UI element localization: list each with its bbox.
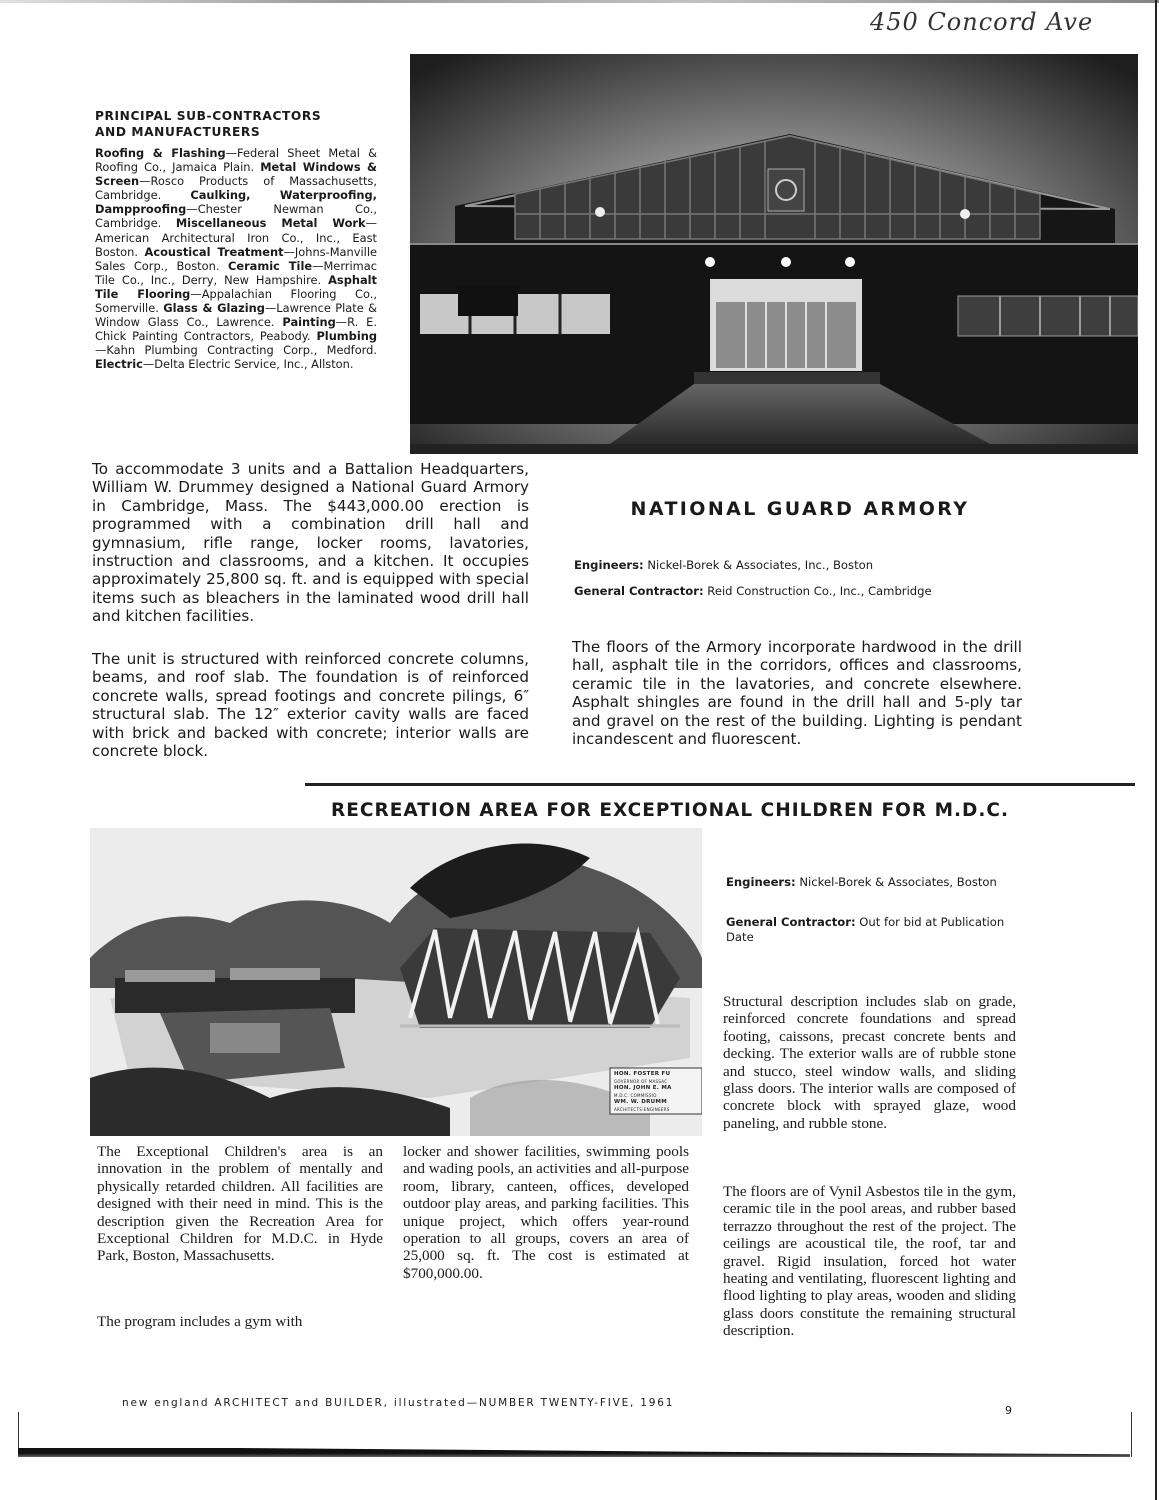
sub-contractors-block [95,108,377,372]
armory-paragraph-1: To accommodate 3 units and a Battalion Headquarters, William W. Drummey designed a National Guard Armory in Cambridge, Mass. The $443,000.00 erection is programmed with a combination drill hall and gymnasium, rifle range, locker rooms, lavatories, instruction and classrooms, and a kitchen. It occupies approximately 25,800 sq. ft. and is equipped with special items such as bleachers in the laminated wood drill hall and kitchen facilities. [92,460,529,626]
sub-contractor-entry: Acoustical Treatment—Johns-Manville Sales Corp., Boston. [95,244,377,273]
scan-top-edge [0,0,1159,3]
recreation-contractor-credit: General Contractor: Out for bid at Publication Date [726,915,1005,944]
armory-engineers-credit: Engineers: Nickel-Borek & Associates, Inc., Boston [574,558,874,572]
recreation-rendering-illustration [90,828,702,1136]
sub-contractor-entry: Electric—Delta Electric Service, Inc., Allston. [95,357,354,372]
sub-contractor-entry: Painting—R. E. Chick Painting Contractors, Peabody. [95,315,377,344]
armory-building-illustration [410,54,1138,454]
recreation-paragraph-3: locker and shower facilities, swimming pools and wading pools, an activities and all-purpose room, library, canteen, offices, developed outdoor play areas, and parking facilities. This unique project, which offers year-round operation to all groups, covers an area of 25,000 sq. ft. The cost is estimated at $700,000.00. [403,1143,689,1282]
recreation-engineers-credit: Engineers: Nickel-Borek & Associates, Boston [726,875,997,889]
section-divider-rule [305,783,1135,786]
recreation-heading: RECREATION AREA FOR EXCEPTIONAL CHILDREN FOR M.D.C. [330,800,1010,821]
drawing-title-block-text: HON. FOSTER FU GOVERNOR OF MASSAC HON. JOHN E. MA M.D.C. COMMISSIO WM. W. DRUMM ARCHITECTS-ENGINEERS [614,1071,672,1112]
sub-contractor-entry: Glass & Glazing—Lawrence Plate & Window Glass Co., Lawrence. [95,301,377,330]
sub-contractor-entry: Plumbing—Kahn Plumbing Contracting Corp., Medford. [95,329,377,358]
armory-photo [410,54,1138,454]
sub-contractors-title: PRINCIPAL SUB-CONTRACTORS AND MANUFACTURERS [95,109,322,139]
page-number: 9 [1005,1404,1012,1417]
sub-contractor-entry: Metal Windows & Screen—Rosco Products of Massachusetts, Cambridge. [95,160,377,203]
recreation-area-drawing [90,828,702,1136]
armory-paragraph-2: The unit is structured with reinforced concrete columns, beams, and roof slab. The foundation is of reinforced concrete walls, spread footings and concrete pilings, 6″ structural slab. The 12″ exterior cavity walls are faced with brick and backed with concrete; interior walls are concrete block. [92,650,529,761]
armory-paragraph-3: The floors of the Armory incorporate hardwood in the drill hall, asphalt tile in the corridors, offices and classrooms, ceramic tile in the lavatories, and concrete elsewhere. Asphalt shingles are found in the drill hall and 5-ply tar and gravel on the rest of the building. Lighting is pendant incandescent and fluorescent. [572,638,1022,749]
handwritten-address-note: 450 Concord Ave [870,8,1094,36]
publication-footer: new england ARCHITECT and BUILDER, illustrated—NUMBER TWENTY-FIVE, 1961 [122,1397,675,1409]
scan-right-edge [1155,0,1157,1500]
sub-contractor-entry: Roofing & Flashing—Federal Sheet Metal & Roofing Co., Jamaica Plain. [95,146,377,175]
sub-contractor-entry: Miscellaneous Metal Work—American Architectural Iron Co., Inc., East Boston. [95,216,377,259]
sub-contractor-entry: Caulking, Waterproofing, Dampproofing—Chester Newman Co., Cambridge. [95,188,378,231]
recreation-paragraph-4: Structural description includes slab on grade, reinforced concrete foundations and spread footing, caissons, precast concrete bents and decking. The exterior walls are of rubble stone and stucco, steel window walls, and sliding glass doors. The interior walls are composed of concrete block with sprayed glaze, wood paneling, and rubble stone. [723,993,1016,1132]
armory-heading: NATIONAL GUARD ARMORY [630,498,970,520]
recreation-paragraph-1: The Exceptional Children's area is an innovation in the problem of mentally and physically retarded children. All facilities are designed with their need in mind. This is the description given the Recreation Area for Exceptional Children for M.D.C. in Hyde Park, Boston, Massachusetts. [97,1143,383,1265]
armory-contractor-credit: General Contractor: Reid Construction Co., Inc., Cambridge [574,584,932,598]
recreation-paragraph-5: The floors are of Vynil Asbestos tile in the gym, ceramic tile in the pool areas, and rubber based terrazzo throughout the rest of the project. The ceilings are acoustical tile, the roof, tar and gravel. Rigid insulation, forced hot water heating and ventilating, fluorescent lighting and flood lighting to play areas, wooden and sliding glass doors constitute the remaining structural description. [723,1183,1016,1340]
sub-contractor-entry: Ceramic Tile—Merrimac Tile Co., Inc., Derry, New Hampshire. [95,258,377,287]
sub-contractors-list [95,146,377,372]
sub-contractor-entry: Asphalt Tile Flooring—Appalachian Flooring Co., Somerville. [95,272,377,316]
recreation-paragraph-2: The program includes a gym with [97,1313,303,1330]
